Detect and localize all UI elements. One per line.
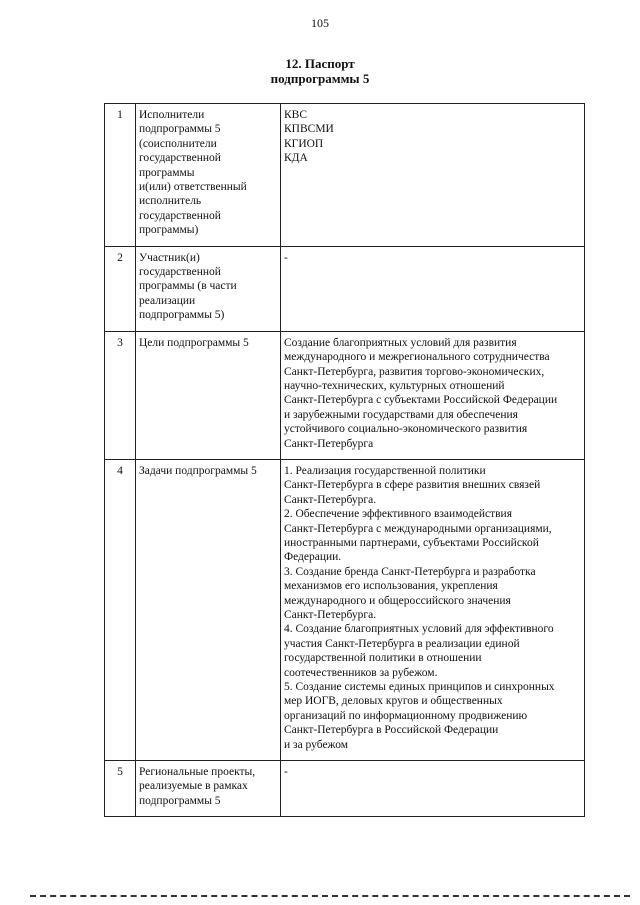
value-line: Санкт-Петербурга с субъектами Российской Федерации bbox=[284, 394, 558, 407]
label-line: программы) bbox=[139, 224, 199, 237]
value-line: КПВСМИ bbox=[284, 123, 334, 136]
value-line: Санкт-Петербурга bbox=[284, 437, 374, 450]
title-line-1: 12. Паспорт bbox=[285, 56, 355, 71]
label-line: Исполнители bbox=[139, 109, 205, 121]
value-line: 5. Создание системы единых принципов и синхронных bbox=[284, 681, 555, 694]
label-line: подпрограммы 5) bbox=[139, 309, 225, 322]
value-line: КВС bbox=[284, 109, 308, 121]
page-title bbox=[0, 56, 640, 86]
value-line: Санкт-Петербурга. bbox=[284, 609, 377, 621]
value-line: 4. Создание благоприятных условий для эффективного bbox=[284, 623, 554, 636]
label-line: Цели подпрограммы 5 bbox=[139, 336, 249, 349]
value-line: международного и общероссийского значения bbox=[284, 594, 511, 607]
row-label bbox=[136, 459, 281, 760]
value-line: соотечественников за рубежом. bbox=[284, 666, 438, 679]
row-number: 1 bbox=[105, 104, 136, 247]
label-line: и(или) ответственный bbox=[139, 181, 247, 194]
row-value bbox=[281, 331, 585, 459]
table-row bbox=[105, 761, 585, 817]
table-row bbox=[105, 331, 585, 459]
label-line: государственной bbox=[139, 209, 221, 222]
table-row bbox=[105, 104, 585, 247]
value-line: и за рубежом bbox=[284, 738, 349, 751]
label-line: программы bbox=[139, 166, 195, 179]
label-line: Участник(и) bbox=[139, 251, 200, 264]
value-line: 1. Реализация государственной политики bbox=[284, 464, 486, 477]
value-line: государственной политики в отношении bbox=[284, 652, 482, 665]
value-line: КДА bbox=[284, 152, 308, 165]
row-value bbox=[281, 104, 585, 247]
value-line: мер ИОГВ, деловых кругов и общественных bbox=[284, 695, 503, 708]
row-label bbox=[136, 104, 281, 247]
title-line-2: подпрограммы 5 bbox=[270, 71, 370, 86]
row-label bbox=[136, 246, 281, 331]
value-line: 2. Обеспечение эффективного взаимодействия bbox=[284, 508, 513, 521]
value-line: 3. Создание бренда Санкт-Петербурга и разработка bbox=[284, 565, 536, 578]
label-line: программы (в части bbox=[139, 280, 237, 293]
value-line: устойчивого социально-экономического развития bbox=[284, 423, 528, 436]
row-value bbox=[281, 459, 585, 760]
value-line: участия Санкт-Петербурга в реализации единой bbox=[284, 637, 520, 650]
label-line: подпрограммы 5 bbox=[139, 123, 221, 136]
label-line: государственной bbox=[139, 152, 221, 165]
value-line: организаций по информационному продвижению bbox=[284, 709, 528, 722]
row-number: 5 bbox=[105, 761, 136, 817]
value-line: - bbox=[284, 766, 288, 779]
label-line: (соисполнители bbox=[139, 137, 217, 150]
row-value bbox=[281, 246, 585, 331]
label-line: реализации bbox=[139, 294, 196, 307]
value-line: Федерации. bbox=[284, 551, 342, 564]
row-number: 4 bbox=[105, 459, 136, 760]
value-line: международного и межрегионального сотрудничества bbox=[284, 351, 550, 364]
value-line: Санкт-Петербурга в Российской Федерации bbox=[284, 724, 499, 737]
label-line: Региональные проекты, bbox=[139, 766, 256, 779]
value-line: Санкт-Петербурга. bbox=[284, 493, 377, 506]
value-line: Санкт-Петербурга с международными организациями, bbox=[284, 522, 552, 535]
row-number: 2 bbox=[105, 246, 136, 331]
value-line: механизмов его использования, укрепления bbox=[284, 580, 498, 593]
label-line: реализуемые в рамках bbox=[139, 780, 248, 793]
passport-table bbox=[104, 103, 585, 817]
value-line: - bbox=[284, 251, 288, 264]
value-line: научно-технических, культурных отношений bbox=[284, 379, 505, 392]
table-row bbox=[105, 459, 585, 760]
value-line: КГИОП bbox=[284, 137, 324, 150]
row-label bbox=[136, 761, 281, 817]
bottom-rule bbox=[30, 895, 630, 897]
row-label bbox=[136, 331, 281, 459]
value-line: Санкт-Петербурга, развития торгово-экономических, bbox=[284, 365, 545, 378]
label-line: государственной bbox=[139, 266, 221, 279]
label-line: Задачи подпрограммы 5 bbox=[139, 464, 257, 477]
value-line: иностранными партнерами, субъектами Российской bbox=[284, 536, 539, 549]
table-row bbox=[105, 246, 585, 331]
label-line: подпрограммы 5 bbox=[139, 794, 221, 807]
page-number: 105 bbox=[311, 16, 329, 30]
value-line: и зарубежными государствами для обеспечения bbox=[284, 408, 518, 421]
row-number: 3 bbox=[105, 331, 136, 459]
value-line: Санкт-Петербурга в сфере развития внешних связей bbox=[284, 479, 541, 492]
label-line: исполнитель bbox=[139, 195, 202, 208]
row-value bbox=[281, 761, 585, 817]
value-line: Создание благоприятных условий для развития bbox=[284, 336, 517, 349]
